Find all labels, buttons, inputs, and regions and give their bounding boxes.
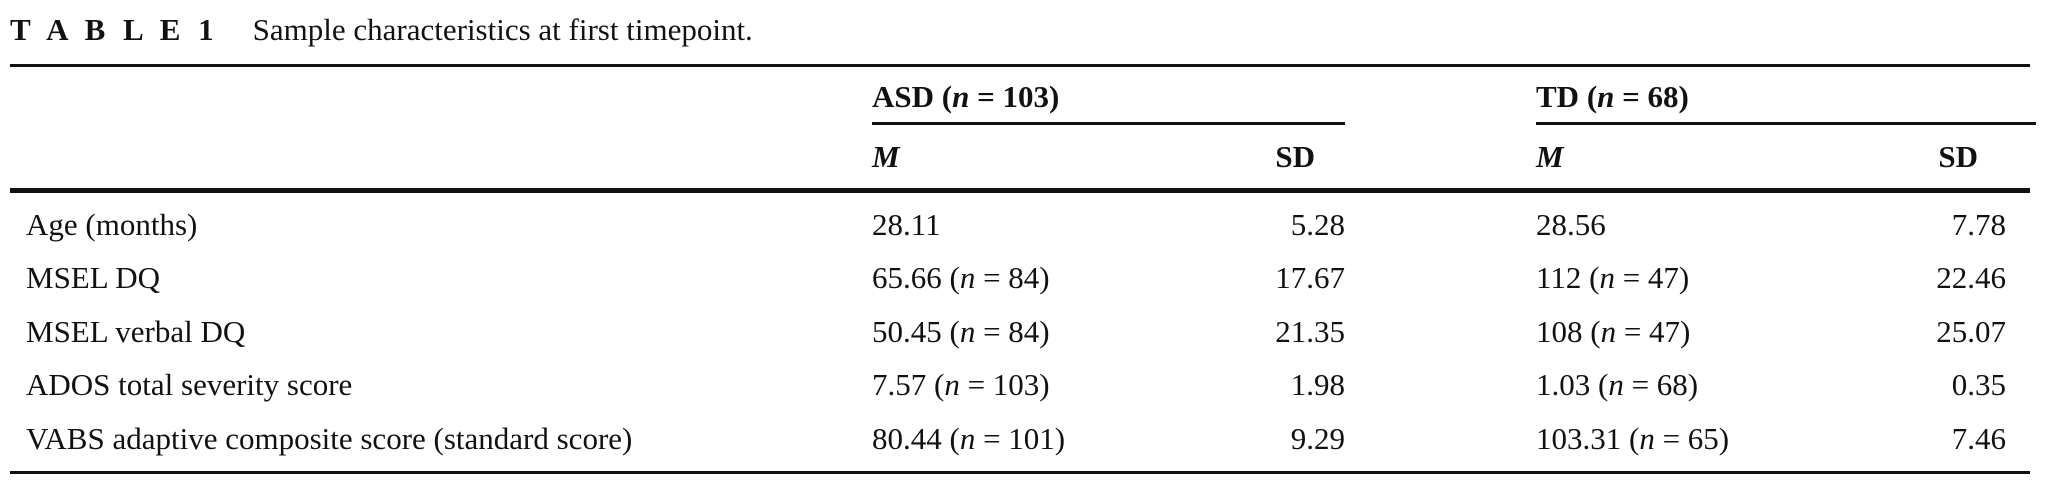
asd-sd-cell: 9.29 bbox=[1290, 421, 1345, 456]
bottom-rule bbox=[10, 471, 2030, 474]
asd-sd-cell: 1.98 bbox=[1290, 367, 1345, 402]
top-rule bbox=[10, 64, 2030, 67]
table-row bbox=[0, 205, 2049, 245]
asd-mean-cell: 65.66 (n = 84) bbox=[872, 260, 1050, 295]
table-row bbox=[0, 365, 2049, 405]
td-sd-cell: 7.46 bbox=[1951, 421, 2006, 456]
row-label: Age (months) bbox=[26, 207, 198, 242]
td-sd-cell: 25.07 bbox=[1936, 314, 2006, 349]
td-mean-cell: 112 (n = 47) bbox=[1536, 260, 1690, 295]
row-label: VABS adaptive composite score (standard score) bbox=[26, 421, 633, 456]
asd-sd-cell: 21.35 bbox=[1275, 314, 1345, 349]
header-rule bbox=[10, 188, 2030, 193]
row-label: MSEL DQ bbox=[26, 260, 161, 295]
td-sd-cell: 0.35 bbox=[1951, 367, 2006, 402]
asd-group-rule bbox=[872, 122, 1345, 125]
table-label: T A B L E 1 bbox=[10, 12, 219, 47]
td-mean-cell: 28.56 bbox=[1536, 207, 1606, 242]
asd-sd-cell: 17.67 bbox=[1275, 260, 1345, 295]
td-mean-cell: 108 (n = 47) bbox=[1536, 314, 1691, 349]
asd-mean-cell: 28.11 bbox=[872, 207, 941, 242]
header-td-group: TD (n = 68) bbox=[1536, 79, 1689, 114]
header-asd-mean: M bbox=[872, 139, 900, 174]
header-asd-sd: SD bbox=[1275, 139, 1315, 174]
td-sd-cell: 22.46 bbox=[1936, 260, 2006, 295]
td-mean-cell: 103.31 (n = 65) bbox=[1536, 421, 1730, 456]
asd-mean-cell: 80.44 (n = 101) bbox=[872, 421, 1066, 456]
asd-mean-cell: 50.45 (n = 84) bbox=[872, 314, 1050, 349]
table-title: Sample characteristics at first timepoint. bbox=[252, 12, 753, 47]
header-td-sd: SD bbox=[1938, 139, 1978, 174]
row-label: MSEL verbal DQ bbox=[26, 314, 246, 349]
table-row bbox=[0, 312, 2049, 352]
header-asd-group: ASD (n = 103) bbox=[872, 79, 1060, 114]
td-group-rule bbox=[1536, 122, 2036, 125]
row-label: ADOS total severity score bbox=[26, 367, 353, 402]
asd-mean-cell: 7.57 (n = 103) bbox=[872, 367, 1050, 402]
table-row bbox=[0, 258, 2049, 298]
td-sd-cell: 7.78 bbox=[1951, 207, 2006, 242]
table-row bbox=[0, 419, 2049, 459]
asd-sd-cell: 5.28 bbox=[1290, 207, 1345, 242]
td-mean-cell: 1.03 (n = 68) bbox=[1536, 367, 1699, 402]
table-caption bbox=[10, 10, 753, 50]
header-td-mean: M bbox=[1536, 139, 1564, 174]
